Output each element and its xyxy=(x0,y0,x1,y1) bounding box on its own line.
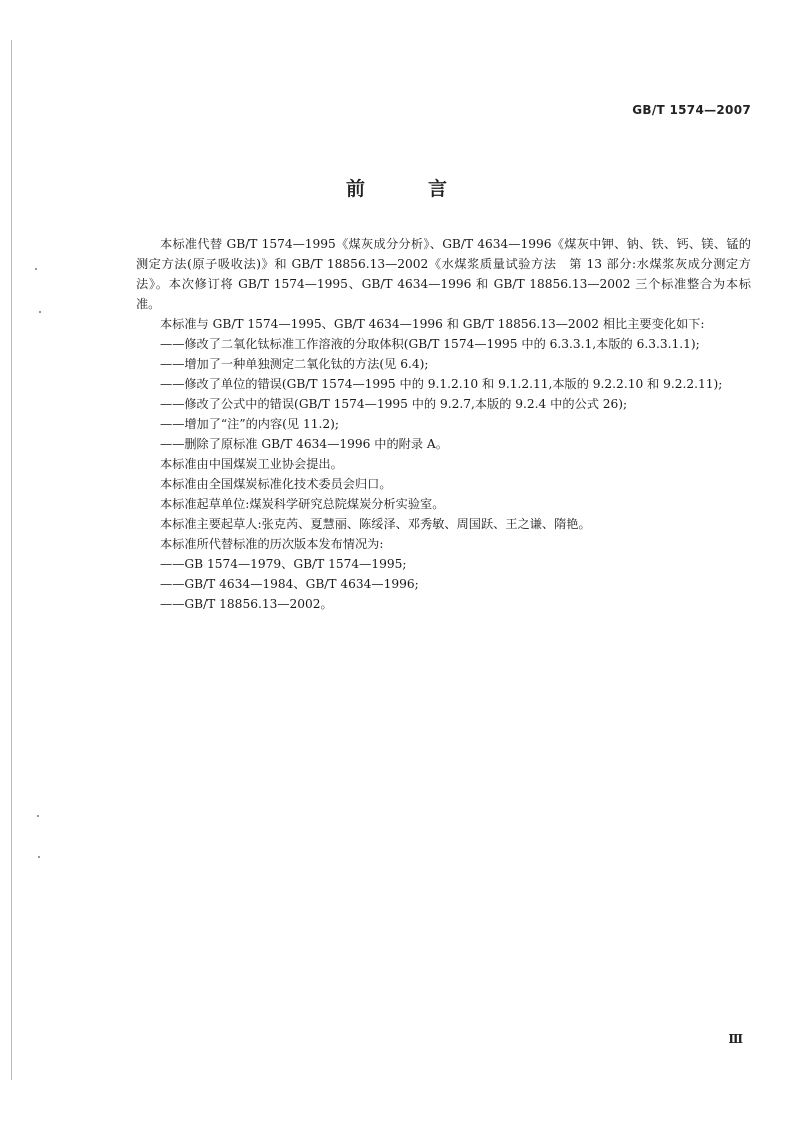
history-item: ——GB 1574—1979、GB/T 1574—1995; xyxy=(160,557,407,571)
change-item: ——增加了“注”的内容(见 11.2); xyxy=(160,417,339,431)
foreword-body xyxy=(136,234,751,614)
info-history-intro: 本标准所代替标准的历次版本发布情况为: xyxy=(160,537,384,551)
scan-speck xyxy=(38,856,40,858)
info-drafting-unit: 本标准起草单位:煤炭科学研究总院煤炭分析实验室。 xyxy=(160,497,445,511)
info-committee: 本标准由全国煤炭标准化技术委员会归口。 xyxy=(160,477,392,491)
scan-speck xyxy=(37,815,39,817)
document-code: GB/T 1574—2007 xyxy=(632,103,751,117)
change-item: ——修改了二氧化钛标准工作溶液的分取体积(GB/T 1574—1995 中的 6.3.3.1,本版的 6.3.3.1.1); xyxy=(160,337,700,351)
history-item: ——GB/T 18856.13—2002。 xyxy=(160,597,333,611)
info-proposer: 本标准由中国煤炭工业协会提出。 xyxy=(160,457,343,471)
scan-speck xyxy=(35,268,37,270)
info-drafters: 本标准主要起草人:张克芮、夏慧丽、陈绥泽、邓秀敏、周国跃、王之谦、隋艳。 xyxy=(160,517,591,531)
page-number: Ⅲ xyxy=(728,1032,743,1046)
change-item: ——增加了一种单独测定二氧化钛的方法(见 6.4); xyxy=(160,357,429,371)
history-item: ——GB/T 4634—1984、GB/T 4634—1996; xyxy=(160,577,419,591)
paragraph-replaces: 本标准代替 GB/T 1574—1995《煤灰成分分析》、GB/T 4634—1996《煤灰中钾、钠、铁、钙、镁、锰的测定方法(原子吸收法)》和 GB/T 18856.13—2002《水煤浆质量试验方法 第 13 部分:水煤浆灰成分测定方法》。本次修订将 GB/T 1574—1995、GB/T 4634—1996 和 GB/T 18856.13—2002 三个标准整合为本标准。 xyxy=(136,237,751,311)
change-item: ——删除了原标准 GB/T 4634—1996 中的附录 A。 xyxy=(160,437,448,451)
scan-speck xyxy=(39,311,41,313)
page-title: 前 言 xyxy=(345,178,469,200)
change-item: ——修改了公式中的错误(GB/T 1574—1995 中的 9.2.7,本版的 9.2.4 中的公式 26); xyxy=(160,397,628,411)
change-item: ——修改了单位的错误(GB/T 1574—1995 中的 9.1.2.10 和 9.1.2.11,本版的 9.2.2.10 和 9.2.2.11); xyxy=(160,377,723,391)
paragraph-changes-intro: 本标准与 GB/T 1574—1995、GB/T 4634—1996 和 GB/T 18856.13—2002 相比主要变化如下: xyxy=(160,317,705,331)
